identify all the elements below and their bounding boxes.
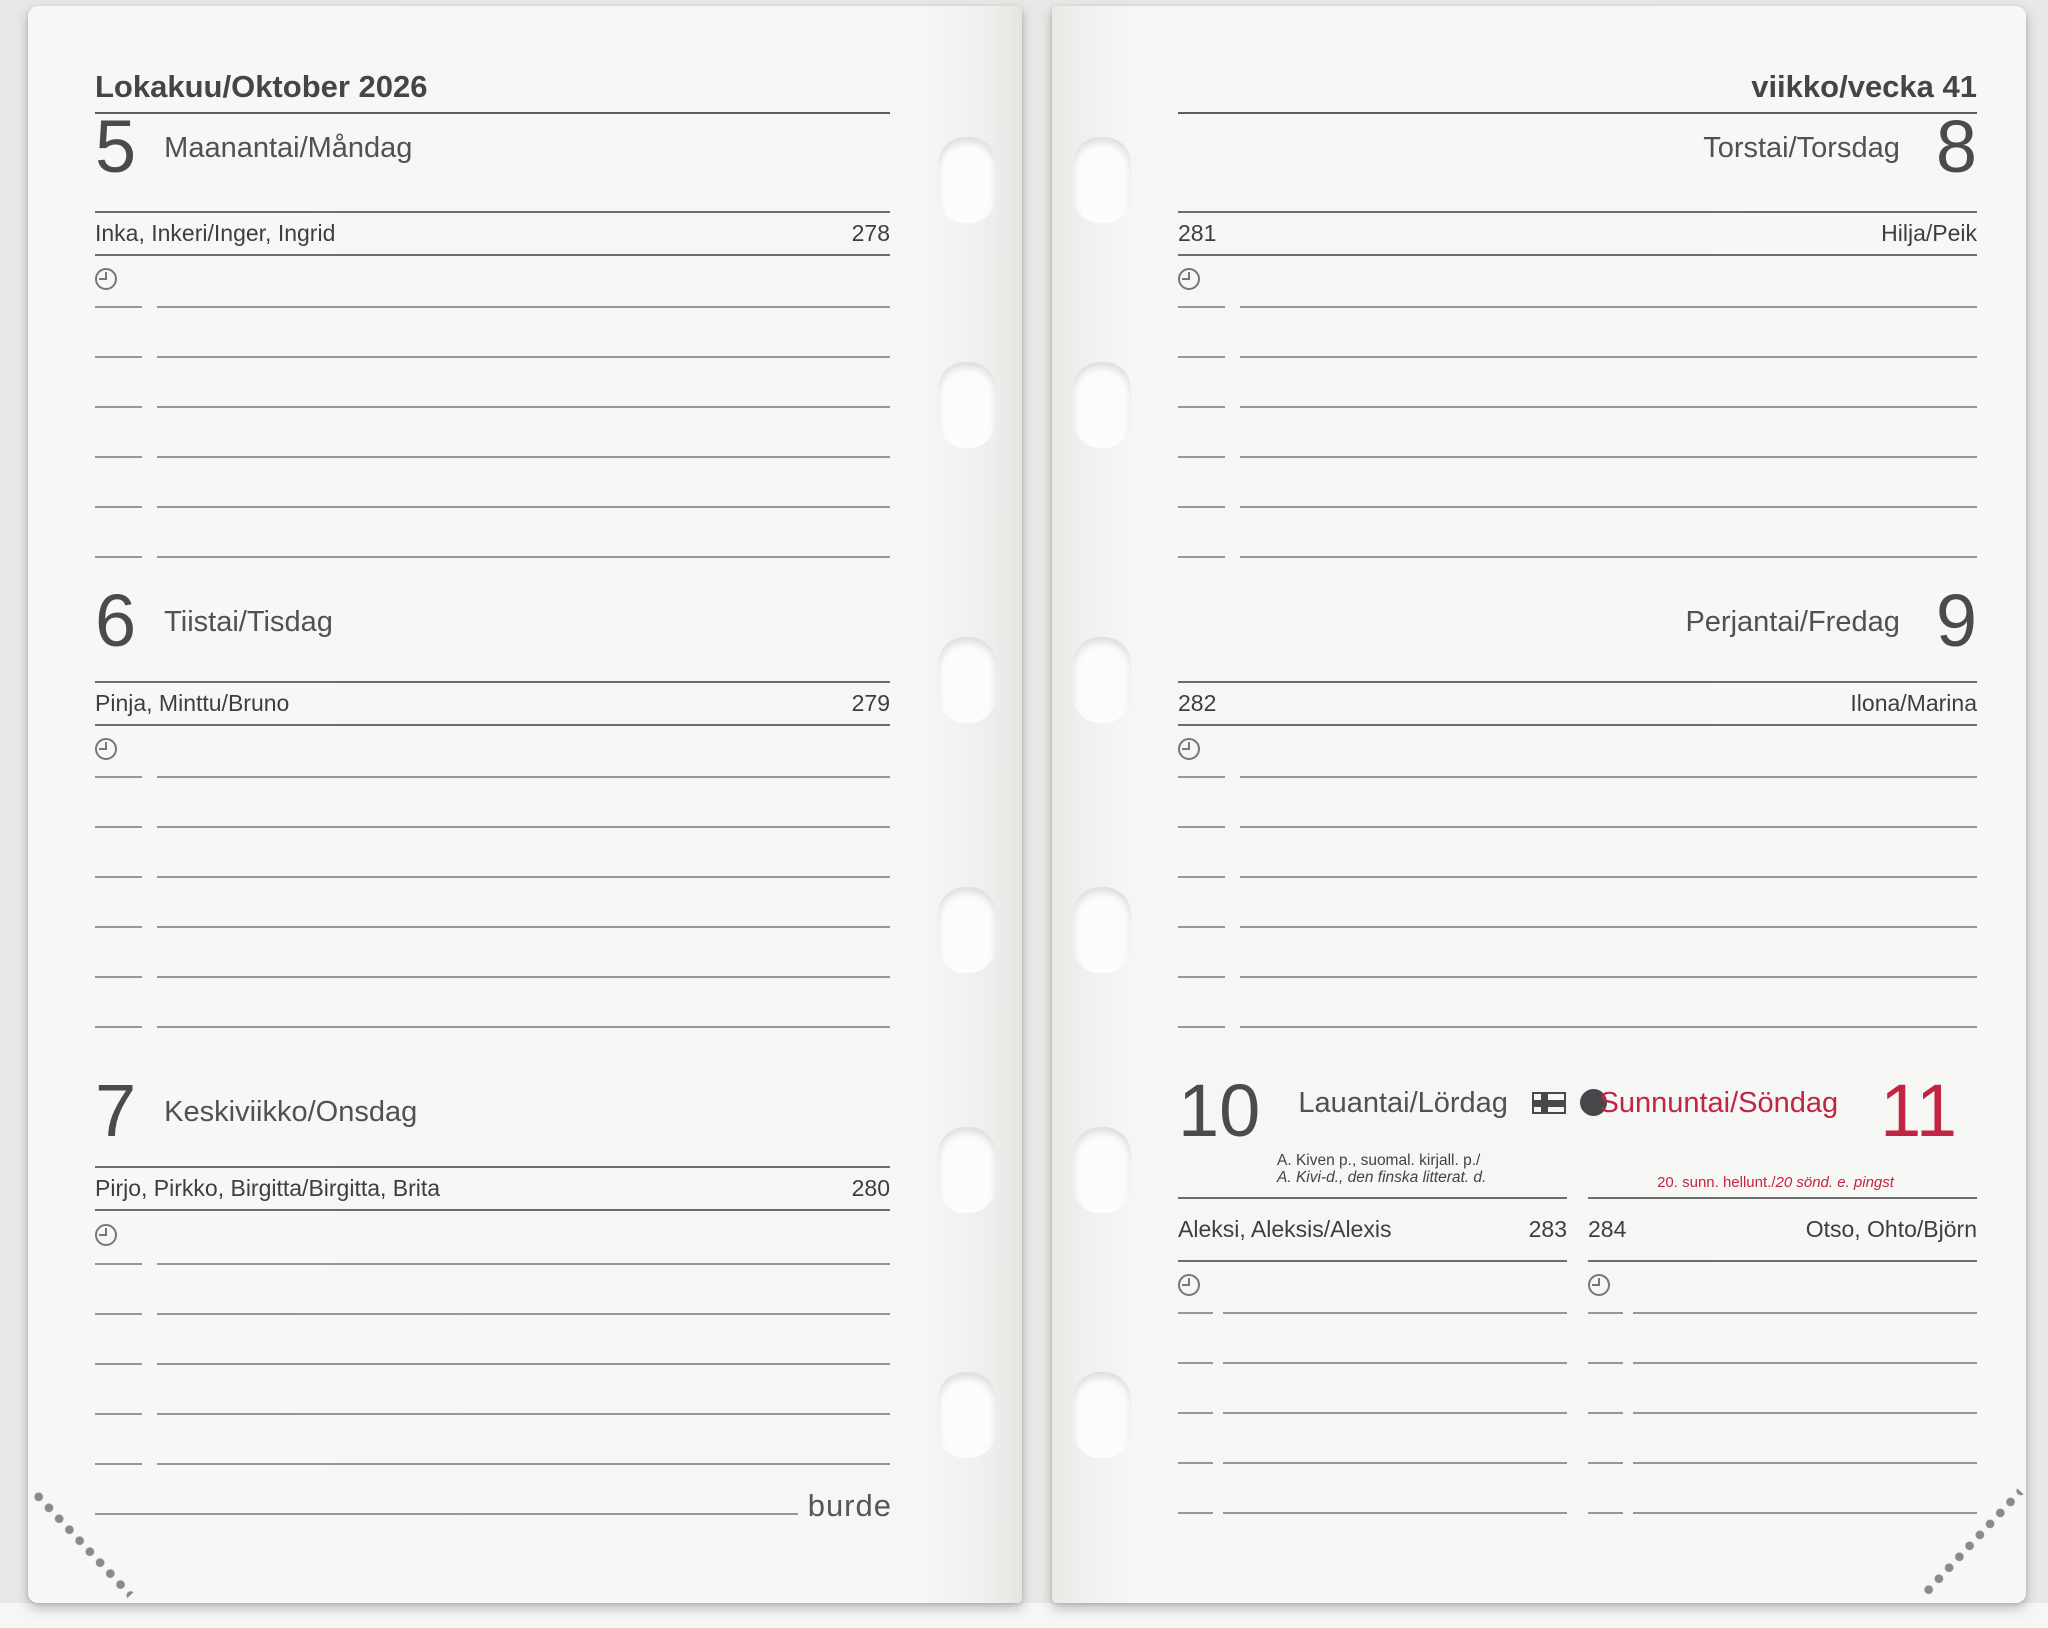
day-title: Torstai/Torsdag — [1703, 132, 1900, 164]
day-of-year: 284 — [1588, 1216, 1627, 1242]
clock-icon — [1588, 1274, 1610, 1296]
bottom-line — [95, 1483, 892, 1523]
binder-hole — [938, 1127, 996, 1213]
binder-hole — [1073, 362, 1131, 448]
day-of-year: 281 — [1178, 220, 1217, 246]
day-number: 11 — [1880, 1069, 1957, 1152]
day-header-saturday — [1178, 1069, 1607, 1152]
binder-hole — [1073, 637, 1131, 723]
day-of-year: 282 — [1178, 690, 1217, 716]
binder-hole — [938, 637, 996, 723]
day-header-monday — [95, 105, 890, 188]
nameday-names: Inka, Inkeri/Inger, Ingrid — [95, 220, 336, 246]
day-title: Maanantai/Måndag — [164, 132, 413, 164]
clock-icon — [95, 268, 117, 290]
clock-icon — [1178, 268, 1200, 290]
day-title: Perjantai/Fredag — [1685, 606, 1900, 638]
week-header-label: viikko/vecka 41 — [1751, 69, 1977, 104]
holiday-note-sv: A. Kivi-d., den finska litterat. d. — [1277, 1169, 1487, 1186]
nameday-names: Ilona/Marina — [1850, 690, 1977, 716]
day-title: Lauantai/Lördag — [1298, 1087, 1508, 1119]
day-of-year: 279 — [851, 690, 890, 716]
corner-perforation-dots — [1920, 1488, 2024, 1599]
day-number: 5 — [95, 105, 137, 188]
nameday-row — [1178, 211, 1977, 256]
binder-hole — [1073, 137, 1131, 223]
day-header-wednesday — [95, 1069, 890, 1152]
week-header — [1178, 62, 1977, 114]
clock-icon — [95, 738, 117, 760]
day-title: Tiistai/Tisdag — [164, 606, 333, 638]
clock-icon — [95, 1224, 117, 1246]
holiday-note-sv: 20 sönd. e. pingst — [1775, 1174, 1894, 1191]
binder-hole — [938, 887, 996, 973]
nameday-names: Otso, Ohto/Björn — [1805, 1216, 1977, 1242]
holiday-note-fi: A. Kiven p., suomal. kirjall. p./ — [1277, 1152, 1481, 1169]
nameday-row — [1178, 1197, 1567, 1262]
day-header-tuesday — [95, 579, 890, 662]
right-page — [1052, 6, 2026, 1603]
binder-hole — [1073, 887, 1131, 973]
nameday-row — [95, 681, 890, 726]
day-title: Keskiviikko/Onsdag — [164, 1096, 418, 1128]
holiday-note — [1277, 1152, 1486, 1186]
day-title: Sunnuntai/Söndag — [1599, 1087, 1839, 1119]
day-of-year: 280 — [851, 1175, 890, 1201]
nameday-row — [95, 1166, 890, 1211]
day-header-friday — [1178, 579, 1977, 662]
nameday-row — [1588, 1197, 1977, 1262]
table-surface — [0, 1603, 2048, 1628]
day-header-thursday — [1178, 105, 1977, 188]
nameday-names: Pinja, Minttu/Bruno — [95, 690, 290, 716]
day-number: 6 — [95, 579, 137, 662]
holiday-note — [1588, 1174, 1963, 1191]
binder-hole — [1073, 1127, 1131, 1213]
day-of-year: 283 — [1528, 1216, 1567, 1242]
day-number: 9 — [1935, 579, 1977, 662]
writing-line — [95, 1513, 798, 1515]
nameday-row — [1178, 681, 1977, 726]
day-header-sunday — [1588, 1069, 1977, 1152]
month-header-label: Lokakuu/Oktober 2026 — [95, 69, 428, 104]
nameday-names: Pirjo, Pirkko, Birgitta/Birgitta, Brita — [95, 1175, 441, 1201]
nameday-names: Hilja/Peik — [1881, 220, 1977, 246]
binder-hole — [938, 362, 996, 448]
day-number: 7 — [95, 1069, 137, 1152]
finland-flag-icon — [1532, 1092, 1566, 1114]
month-header — [95, 62, 890, 114]
day-number: 10 — [1178, 1069, 1261, 1152]
left-page — [28, 6, 1022, 1603]
day-number: 8 — [1935, 105, 1977, 188]
day-of-year: 278 — [851, 220, 890, 246]
clock-icon — [1178, 738, 1200, 760]
binder-hole — [1073, 1372, 1131, 1458]
clock-icon — [1178, 1274, 1200, 1296]
brand-logo: burde — [807, 1488, 892, 1523]
binder-hole — [938, 137, 996, 223]
nameday-names: Aleksi, Aleksis/Alexis — [1178, 1216, 1392, 1242]
binder-hole — [938, 1372, 996, 1458]
nameday-row — [95, 211, 890, 256]
holiday-note-fi: 20. sunn. hellunt./ — [1657, 1174, 1776, 1191]
